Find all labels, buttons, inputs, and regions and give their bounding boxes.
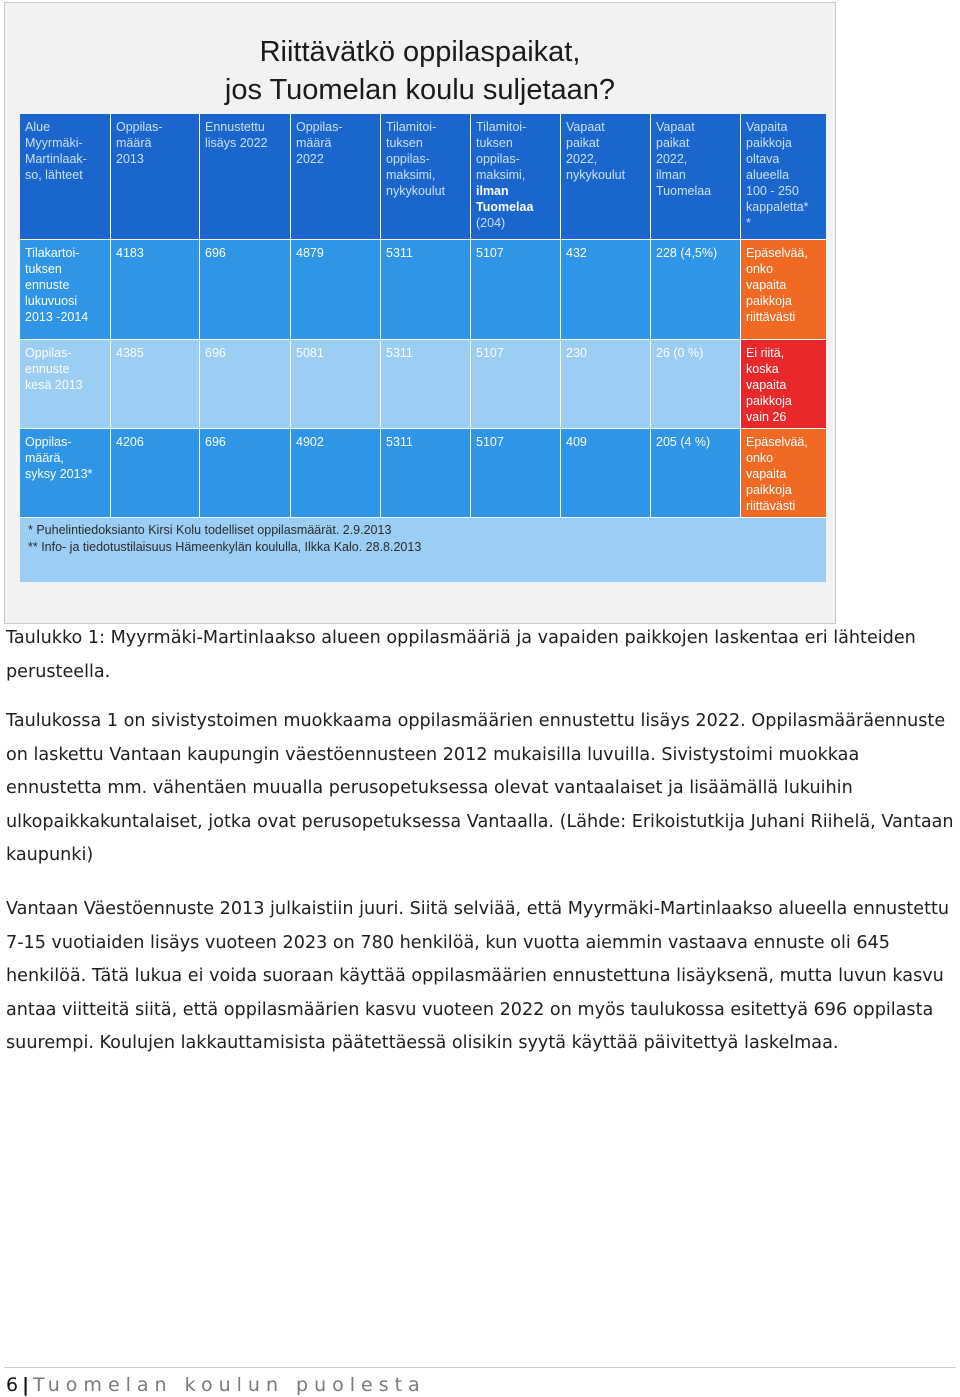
header-cell: Oppilas- määrä 2022 — [291, 114, 380, 239]
figure-title — [5, 33, 835, 109]
table-cell: 5081 — [291, 340, 380, 428]
page-number: 6 — [6, 1374, 19, 1396]
paragraph-block-1 — [6, 705, 956, 873]
table-cell: 5107 — [471, 429, 560, 517]
body-paragraph: Vantaan Väestöennuste 2013 julkaistiin juuri. Siitä selviää, että Myyrmäki-Martinlaakso alueella ennustettu 7-15 vuotiaiden lisäys vuoteen 2023 on 780 henkilöä, kun vuotta aiemmin vastaava ennuste oli 645 henkilöä. Tätä lukua ei voida suoraan käyttää oppilasmäärien ennustettuna lisäyksenä, mutta luvun kasvu antaa viitteitä siitä, että oppilasmäärien kasvu vuoteen 2022 on myös taulukossa esitettyä 696 oppilasta suurempi. Koulujen lakkauttamisista päätettäessä olisikin syytä käyttää päivitettyä laskelmaa. — [6, 899, 950, 1053]
header-bold-text: Tuomelaa — [476, 200, 534, 214]
status-cell-alert: Ei riitä, koska vapaita paikkoja vain 26 — [741, 340, 826, 428]
table-cell: 409 — [561, 429, 650, 517]
table-cell: 26 (0 %) — [651, 340, 740, 428]
header-cell-text: (204) — [476, 216, 506, 230]
header-cell: Vapaat paikat 2022, ilman Tuomelaa — [651, 114, 740, 239]
table-cell: 5311 — [381, 340, 470, 428]
running-title: Tuomelan koulun puolesta — [33, 1374, 426, 1396]
places-table — [20, 114, 826, 582]
table-cell: 4902 — [291, 429, 380, 517]
table-cell: 4879 — [291, 240, 380, 339]
table-cell: 5311 — [381, 429, 470, 517]
table-cell: 696 — [200, 340, 290, 428]
table-cell: 5107 — [471, 240, 560, 339]
footer-separator: | — [22, 1374, 30, 1396]
table-cell: 4183 — [111, 240, 199, 339]
table-cell: 696 — [200, 429, 290, 517]
figure-title-line2: jos Tuomelan koulu suljetaan? — [224, 74, 616, 106]
header-cell-text: Tilamitoi- tuksen oppilas- maksimi, — [476, 120, 527, 182]
table-cell: 696 — [200, 240, 290, 339]
table-cell: 4385 — [111, 340, 199, 428]
footnote: ** Info- ja tiedotustilaisuus Hämeenkylän koululla, Ilkka Kalo. 28.8.2013 — [28, 540, 422, 554]
table-cell: Tilakartoi- tuksen ennuste lukuvuosi 2013 -2014 — [20, 240, 110, 339]
paragraph-block-2 — [6, 893, 956, 1061]
table-figure — [4, 2, 836, 624]
header-cell: Oppilas- määrä 2013 — [111, 114, 199, 239]
header-bold-text: ilman — [476, 184, 509, 198]
header-cell: Alue Myyrmäki- Martinlaak- so, lähteet — [20, 114, 110, 239]
table-caption-block — [6, 622, 956, 689]
table-cell: Oppilas- määrä, syksy 2013* — [20, 429, 110, 517]
table-cell: 432 — [561, 240, 650, 339]
table-cell: 5107 — [471, 340, 560, 428]
figure-title-line1: Riittävätkö oppilaspaikat, — [259, 36, 581, 68]
table-cell: 228 (4,5%) — [651, 240, 740, 339]
table-caption: Taulukko 1: Myyrmäki-Martinlaakso alueen oppilasmääriä ja vapaiden paikkojen laskentaa eri lähteiden perusteella. — [6, 628, 916, 682]
header-cell: Tilamitoi- tuksen oppilas- maksimi, nykykoulut — [381, 114, 470, 239]
table-cell: 205 (4 %) — [651, 429, 740, 517]
status-cell-warning: Epäselvää, onko vapaita paikkoja riittävästi — [741, 240, 826, 339]
header-cell: Vapaat paikat 2022, nykykoulut — [561, 114, 650, 239]
table-cell: 230 — [561, 340, 650, 428]
header-cell: Vapaita paikkoja oltava alueella 100 - 250 kappaletta* * — [741, 114, 826, 239]
header-cell: Ennustettu lisäys 2022 — [200, 114, 290, 239]
header-cell-max-without-tuomela — [471, 114, 560, 239]
table-footnotes — [20, 518, 826, 582]
page-footer — [6, 1373, 426, 1397]
footnote: * Puhelintiedoksianto Kirsi Kolu todelliset oppilasmäärät. 2.9.2013 — [28, 523, 392, 537]
table-cell: 5311 — [381, 240, 470, 339]
body-paragraph: Taulukossa 1 on sivistystoimen muokkaama oppilasmäärien ennustettu lisäys 2022. Oppilasmääräennuste on laskettu Vantaan kaupungin väestöennusteen 2012 mukaisilla luvuilla. Sivistystoimi muokkaa ennustetta mm. vähentäen muualla perusopetuksessa olevat vantaalaiset ja lisäämällä lukuihin ulkopaikkakuntalaiset, jotka ovat perusopetuksessa Vantaalla. (Lähde: Erikoistutkija Juhani Riihelä, Vantaan kaupunki) — [6, 711, 954, 865]
table-cell: 4206 — [111, 429, 199, 517]
status-cell-warning: Epäselvää, onko vapaita paikkoja riittävästi — [741, 429, 826, 517]
footer-divider — [4, 1367, 956, 1368]
table-cell: Oppilas- ennuste kesä 2013 — [20, 340, 110, 428]
